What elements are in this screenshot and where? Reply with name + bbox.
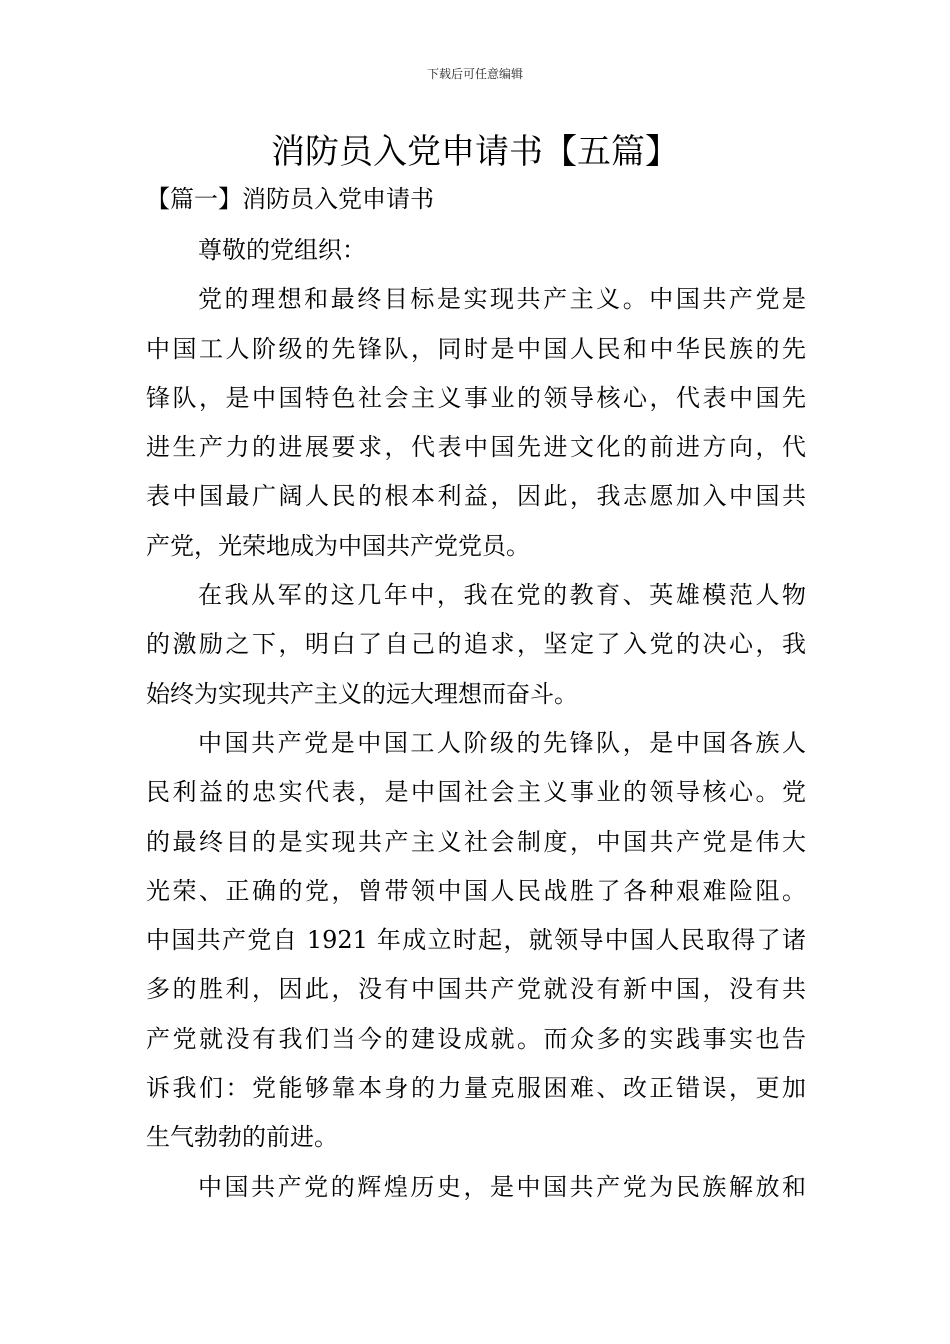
paragraph-line: 党的理想和最终目标是实现共产主义。中国共产党是	[198, 285, 806, 314]
paragraph-line: 多的胜利，因此，没有中国共产党就没有新中国，没有共	[146, 975, 806, 1004]
paragraph-line: 锋队，是中国特色社会主义事业的领导核心，代表中国先	[146, 383, 806, 412]
body-text	[146, 226, 806, 1212]
paragraph-line: 在我从军的这几年中，我在党的教育、英雄模范人物	[198, 581, 806, 610]
paragraph-line: 光荣、正确的党，曾带领中国人民战胜了各种艰难险阻。	[146, 876, 806, 905]
document-title: 消防员入党申请书【五篇】	[271, 132, 679, 172]
paragraph-line: 进生产力的进展要求，代表中国先进文化的前进方向，代	[146, 433, 806, 462]
salutation-line: 尊敬的党组织：	[198, 236, 366, 264]
paragraph-line: 始终为实现共产主义的远大理想而奋斗。	[146, 679, 578, 708]
paragraph-line: 产党，光荣地成为中国共产党党员。	[146, 531, 530, 560]
paragraph-line: 表中国最广阔人民的根本利益，因此，我志愿加入中国共	[146, 482, 806, 511]
paragraph-line: 的最终目的是实现共产主义社会制度，中国共产党是伟大	[146, 827, 806, 856]
paragraph-line: 产党就没有我们当今的建设成就。而众多的实践事实也告	[146, 1024, 806, 1053]
paragraph-line: 诉我们：党能够靠本身的力量克服困难、改正错误，更加	[146, 1074, 806, 1103]
section-heading: 【篇一】消防员入党申请书	[146, 185, 434, 213]
paragraph-line: 中国共产党是中国工人阶级的先锋队，是中国各族人	[198, 728, 806, 757]
paragraph-line: 中国工人阶级的先锋队，同时是中国人民和中华民族的先	[146, 334, 806, 363]
paragraph-line: 生气勃勃的前进。	[146, 1123, 338, 1152]
paragraph-line: 中国共产党的辉煌历史，是中国共产党为民族解放和	[198, 1172, 806, 1201]
paragraph-line: 民利益的忠实代表，是中国社会主义事业的领导核心。党	[146, 778, 806, 807]
paragraph-line: 的激励之下，明白了自己的追求，坚定了入党的决心，我	[146, 630, 806, 659]
header-note: 下载后可任意编辑	[426, 67, 523, 81]
paragraph-line: 中国共产党自 1921 年成立时起，就领导中国人民取得了诸	[146, 926, 806, 955]
